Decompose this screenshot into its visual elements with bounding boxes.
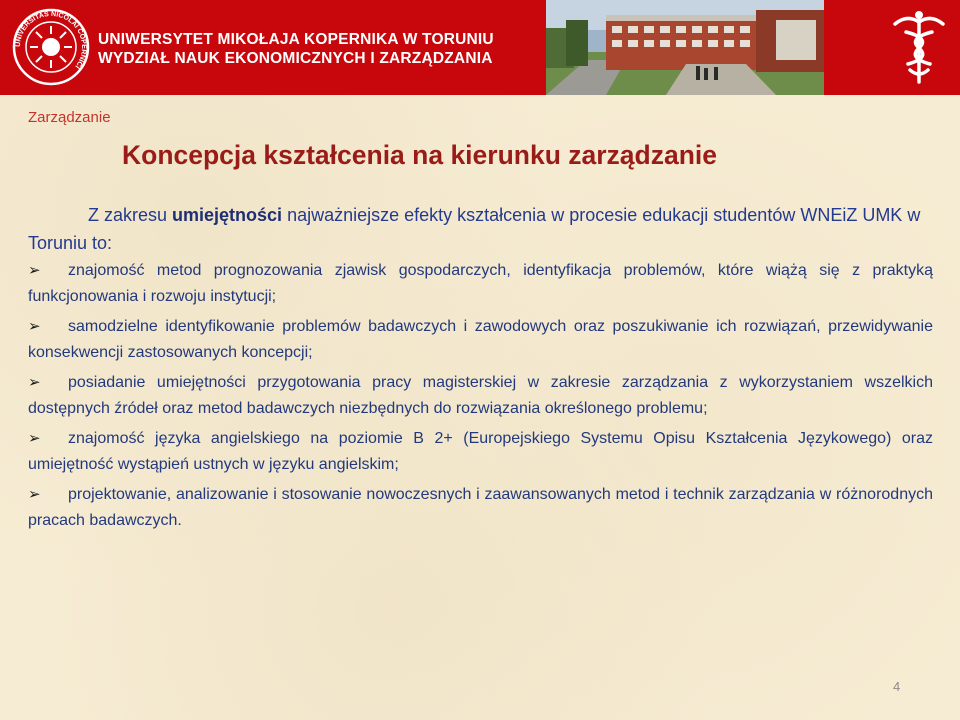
section-label: Zarządzanie [28, 109, 111, 126]
list-item-text: projektowanie, analizowanie i stosowanie nowoczesnych i zaawansowanych metod i technik zarządzania w różnorodnych pracach badawczych. [28, 486, 933, 529]
university-name-line2: WYDZIAŁ NAUK EKONOMICZNYCH I ZARZĄDZANIA [98, 50, 493, 67]
page-number: 4 [893, 679, 901, 694]
list-item [28, 426, 933, 478]
university-name-line1: UNIWERSYTET MIKOŁAJA KOPERNIKA W TORUNIU [98, 31, 494, 48]
arrowhead-bullet-icon: ➢ [28, 262, 41, 279]
campus-photo [546, 0, 824, 95]
arrowhead-bullet-icon: ➢ [28, 430, 41, 447]
intro-paragraph [28, 201, 933, 257]
seal-text: UNIVERSITAS NICOLAI COPERNICI [14, 10, 88, 70]
intro-emphasis: umiejętności [172, 205, 283, 225]
arrowhead-bullet-icon: ➢ [28, 374, 41, 391]
list-item [28, 314, 933, 366]
learning-outcomes-list [28, 258, 933, 538]
arrowhead-bullet-icon: ➢ [28, 486, 41, 503]
list-item-text: samodzielne identyfikowanie problemów badawczych i zawodowych oraz poszukiwanie ich rozwiązań, przewidywanie konsekwencji zastosowanych koncepcji; [28, 318, 933, 361]
intro-prefix: Z zakresu [88, 205, 173, 225]
list-item-text: posiadanie umiejętności przygotowania pracy magisterskiej w zakresie zarządzania z wykorzystaniem wszelkich dostępnych źródeł oraz metod badawczych niezbędnych do rozwiązania określonego problemu; [28, 374, 933, 417]
list-item-text: znajomość metod prognozowania zjawisk gospodarczych, identyfikacja problemów, które wiążą się z praktyką funkcjonowania i rozwoju instytucji; [28, 262, 933, 305]
list-item [28, 258, 933, 310]
university-seal-icon [12, 8, 90, 86]
list-item [28, 370, 933, 422]
page-title: Koncepcja kształcenia na kierunku zarządzanie [122, 140, 718, 170]
university-name [98, 30, 494, 68]
caduceus-emblem-icon [890, 8, 948, 86]
intro-suffix: najważniejsze efekty kształcenia w procesie edukacji studentów WNEiZ UMK w Toruniu to: [28, 205, 921, 253]
list-item [28, 482, 933, 534]
arrowhead-bullet-icon: ➢ [28, 318, 41, 335]
header-banner [0, 0, 960, 95]
list-item-text: znajomość języka angielskiego na poziomie B 2+ (Europejskiego Systemu Opisu Kształcenia Językowego) oraz umiejętność wystąpień ustnych w języku angielskim; [28, 430, 933, 473]
